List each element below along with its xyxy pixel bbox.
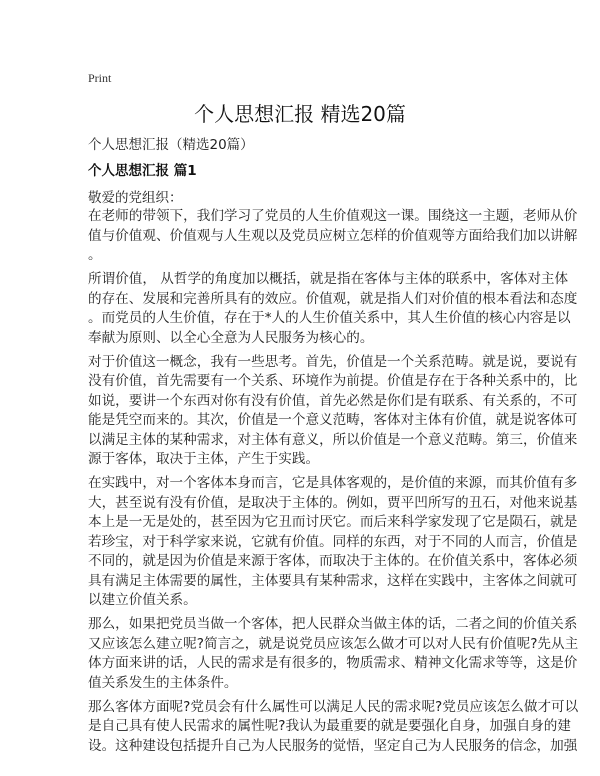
document-subtitle: 个人思想汇报（精选20篇） xyxy=(88,137,254,153)
paragraph-line: 在实践中，对一个客体本身而言，它是具体客观的，是价值的来源，而其价值有多 xyxy=(88,475,578,491)
paragraph-line: 不同的，就是因为价值是来源于客体，而取决于主体的。在价值关系中，客体必须 xyxy=(88,553,578,569)
paragraph xyxy=(88,270,578,348)
paragraph-line: 大，甚至说有没有价值，是取决于主体的。例如，贾平凹所写的丑石，对他来说基 xyxy=(88,494,578,511)
paragraph-line: 值与价值观、价值观与人生观以及党员应树立怎样的价值观等方面给我们加以讲解 xyxy=(88,227,578,244)
paragraph-line: 的存在、发展和完善所具有的效应。价值观，就是指人们对价值的根本看法和态度 xyxy=(88,290,578,307)
paragraph xyxy=(88,207,578,266)
greeting: 敬爱的党组织： xyxy=(88,190,183,206)
page-title: 个人思想汇报 精选20篇 xyxy=(194,102,406,126)
paragraph-line: 。 xyxy=(88,247,102,263)
paragraph-line: 那么客体方面呢?党员会有什么属性可以满足人民的需求呢?党员应该怎么做才可以 xyxy=(88,698,579,715)
paragraph-line: 值关系发生的主体条件。 xyxy=(88,674,238,691)
paragraph-line: 本上是一无是处的，甚至因为它丑而讨厌它。而后来科学家发现了它是陨石，就是 xyxy=(88,514,578,530)
paragraph-line: 以建立价值关系。 xyxy=(88,592,197,608)
print-link[interactable]: Print xyxy=(88,71,112,85)
paragraph-line: 没有价值，首先需要有一个关系、环境作为前提。价值是存在于各种关系中的，比 xyxy=(88,373,578,389)
paragraph xyxy=(88,474,578,611)
paragraph-line: 所谓价值， 从哲学的角度加以概括，就是指在客体与主体的联系中，客体对主体 xyxy=(88,271,569,287)
paragraph xyxy=(88,615,579,693)
paragraph-line: 是自己具有使人民需求的属性呢?我认为最重要的就是要强化自身，加强自身的建 xyxy=(88,718,571,734)
paragraph-line: 体方面来讲的话，人民的需求是有很多的，物质需求、精神文化需求等等，这是价 xyxy=(88,655,578,671)
paragraph-line: 对于价值这一概念，我有一些思考。首先，价值是一个关系范畴。就是说，要说有 xyxy=(88,353,578,370)
paragraph-line: 。而党员的人生价值，存在于*人的人生价值关系中，其人生价值的核心内容是以 xyxy=(88,310,571,326)
section-heading: 个人思想汇报 篇1 xyxy=(88,163,197,179)
paragraph-line: 具有满足主体需要的属性，主体要具有某种需求，这样在实践中，主客体之间就可 xyxy=(88,572,578,589)
paragraph-line: 若珍宝，对于科学家来说，它就有价值。同样的东西，对于不同的人而言，价值是 xyxy=(88,533,578,550)
paragraph-line: 如说，要讲一个东西对你有没有价值，首先必然是你们是有联系、有关系的，不可 xyxy=(88,392,578,409)
paragraph-line: 以满足主体的某种需求，对主体有意义，所以价值是一个意义范畴。第三，价值来 xyxy=(88,431,578,448)
paragraph-line: 设。这种建设包括提升自己为人民服务的觉悟，坚定自己为人民服务的信念，加强 xyxy=(88,737,578,754)
paragraph-line: 奉献为原则、以全心全意为人民服务为核心的。 xyxy=(88,329,374,346)
paragraph xyxy=(88,698,579,757)
paragraph-line: 那么，如果把党员当做一个客体，把人民群众当做主体的话，二者之间的价值关系 xyxy=(88,616,578,632)
paragraph-line: 源于客体，取决于主体，产生于实践。 xyxy=(88,451,320,467)
paragraph-line: 又应该怎么建立呢?简言之，就是说党员应该怎么做才可以对人民有价值呢?先从主 xyxy=(88,635,579,652)
paragraph xyxy=(88,353,578,470)
paragraph-line: 能是凭空而来的。其次，价值是一个意义范畴，客体对主体有价值，就是说客体可 xyxy=(88,412,578,428)
paragraph-line: 在老师的带领下，我们学习了党员的人生价值观这一课。围绕这一主题，老师从价 xyxy=(88,208,578,224)
